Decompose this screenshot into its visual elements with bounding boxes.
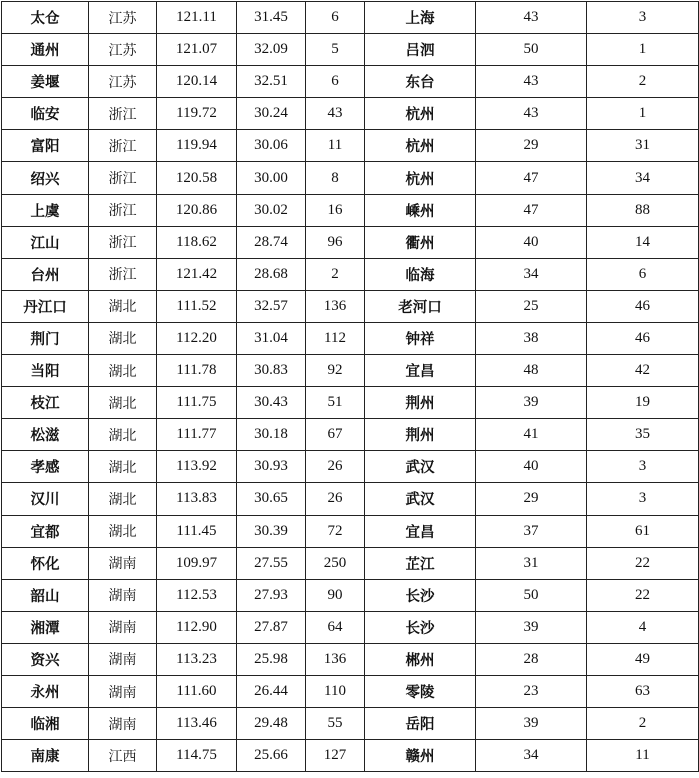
table-row (2, 675, 699, 707)
city-cell: 江山 (2, 226, 89, 258)
province-cell: 浙江 (89, 226, 157, 258)
reference-station-cell: 长沙 (365, 611, 476, 643)
reference-station-cell: 杭州 (365, 162, 476, 194)
table-row (2, 290, 699, 322)
elevation-cell: 96 (306, 226, 365, 258)
elevation-cell: 55 (306, 708, 365, 740)
table-row (2, 130, 699, 162)
table-row (2, 322, 699, 354)
city-cell: 汉川 (2, 483, 89, 515)
elevation-cell: 51 (306, 387, 365, 419)
latitude-cell: 28.74 (237, 226, 306, 258)
city-cell: 孝感 (2, 451, 89, 483)
latitude-cell: 30.06 (237, 130, 306, 162)
value2-cell: 14 (587, 226, 699, 258)
province-cell: 湖南 (89, 643, 157, 675)
longitude-cell: 111.52 (157, 290, 237, 322)
value2-cell: 3 (587, 483, 699, 515)
table-row (2, 611, 699, 643)
elevation-cell: 16 (306, 194, 365, 226)
value2-cell: 49 (587, 643, 699, 675)
longitude-cell: 120.86 (157, 194, 237, 226)
value1-cell: 50 (476, 34, 587, 66)
latitude-cell: 25.98 (237, 643, 306, 675)
province-cell: 湖北 (89, 419, 157, 451)
latitude-cell: 30.43 (237, 387, 306, 419)
reference-station-cell: 嵊州 (365, 194, 476, 226)
elevation-cell: 127 (306, 740, 365, 772)
value1-cell: 38 (476, 322, 587, 354)
value2-cell: 2 (587, 66, 699, 98)
reference-station-cell: 芷江 (365, 547, 476, 579)
value1-cell: 29 (476, 483, 587, 515)
city-cell: 宜都 (2, 515, 89, 547)
province-cell: 湖南 (89, 675, 157, 707)
elevation-cell: 8 (306, 162, 365, 194)
reference-station-cell: 衢州 (365, 226, 476, 258)
reference-station-cell: 武汉 (365, 483, 476, 515)
elevation-cell: 72 (306, 515, 365, 547)
value1-cell: 31 (476, 547, 587, 579)
province-cell: 湖北 (89, 515, 157, 547)
value2-cell: 42 (587, 355, 699, 387)
longitude-cell: 114.75 (157, 740, 237, 772)
value2-cell: 3 (587, 451, 699, 483)
longitude-cell: 119.94 (157, 130, 237, 162)
province-cell: 湖南 (89, 547, 157, 579)
table-row (2, 579, 699, 611)
province-cell: 浙江 (89, 194, 157, 226)
latitude-cell: 30.83 (237, 355, 306, 387)
province-cell: 浙江 (89, 258, 157, 290)
value2-cell: 2 (587, 708, 699, 740)
longitude-cell: 121.42 (157, 258, 237, 290)
table-row (2, 194, 699, 226)
latitude-cell: 30.24 (237, 98, 306, 130)
province-cell: 湖北 (89, 451, 157, 483)
city-cell: 姜堰 (2, 66, 89, 98)
latitude-cell: 27.55 (237, 547, 306, 579)
city-cell: 临安 (2, 98, 89, 130)
table-row (2, 708, 699, 740)
latitude-cell: 30.93 (237, 451, 306, 483)
latitude-cell: 25.66 (237, 740, 306, 772)
value1-cell: 34 (476, 740, 587, 772)
reference-station-cell: 赣州 (365, 740, 476, 772)
value1-cell: 37 (476, 515, 587, 547)
value1-cell: 39 (476, 387, 587, 419)
latitude-cell: 30.18 (237, 419, 306, 451)
longitude-cell: 113.83 (157, 483, 237, 515)
latitude-cell: 30.39 (237, 515, 306, 547)
value1-cell: 23 (476, 675, 587, 707)
reference-station-cell: 宜昌 (365, 515, 476, 547)
elevation-cell: 26 (306, 483, 365, 515)
table-row (2, 515, 699, 547)
table-row (2, 162, 699, 194)
city-cell: 荆门 (2, 322, 89, 354)
value2-cell: 61 (587, 515, 699, 547)
city-cell: 绍兴 (2, 162, 89, 194)
province-cell: 湖北 (89, 290, 157, 322)
longitude-cell: 118.62 (157, 226, 237, 258)
province-cell: 湖南 (89, 708, 157, 740)
elevation-cell: 92 (306, 355, 365, 387)
value1-cell: 39 (476, 611, 587, 643)
table-row (2, 2, 699, 34)
table-row (2, 258, 699, 290)
elevation-cell: 67 (306, 419, 365, 451)
latitude-cell: 27.87 (237, 611, 306, 643)
value2-cell: 19 (587, 387, 699, 419)
value1-cell: 25 (476, 290, 587, 322)
table-row (2, 226, 699, 258)
city-cell: 松滋 (2, 419, 89, 451)
reference-station-cell: 郴州 (365, 643, 476, 675)
value2-cell: 4 (587, 611, 699, 643)
value1-cell: 43 (476, 98, 587, 130)
province-cell: 浙江 (89, 98, 157, 130)
longitude-cell: 111.60 (157, 675, 237, 707)
table-row (2, 483, 699, 515)
province-cell: 湖北 (89, 322, 157, 354)
reference-station-cell: 吕泗 (365, 34, 476, 66)
latitude-cell: 32.51 (237, 66, 306, 98)
table-row (2, 387, 699, 419)
elevation-cell: 110 (306, 675, 365, 707)
reference-station-cell: 武汉 (365, 451, 476, 483)
latitude-cell: 28.68 (237, 258, 306, 290)
longitude-cell: 112.53 (157, 579, 237, 611)
city-cell: 上虞 (2, 194, 89, 226)
reference-station-cell: 杭州 (365, 98, 476, 130)
reference-station-cell: 杭州 (365, 130, 476, 162)
table-row (2, 547, 699, 579)
value2-cell: 3 (587, 2, 699, 34)
reference-station-cell: 荆州 (365, 419, 476, 451)
elevation-cell: 26 (306, 451, 365, 483)
reference-station-cell: 钟祥 (365, 322, 476, 354)
longitude-cell: 113.46 (157, 708, 237, 740)
value2-cell: 1 (587, 34, 699, 66)
table-row (2, 98, 699, 130)
city-cell: 南康 (2, 740, 89, 772)
province-cell: 浙江 (89, 130, 157, 162)
value1-cell: 43 (476, 66, 587, 98)
elevation-cell: 136 (306, 290, 365, 322)
value1-cell: 29 (476, 130, 587, 162)
value1-cell: 48 (476, 355, 587, 387)
city-cell: 临湘 (2, 708, 89, 740)
value2-cell: 46 (587, 290, 699, 322)
elevation-cell: 11 (306, 130, 365, 162)
value1-cell: 39 (476, 708, 587, 740)
data-table (1, 1, 699, 772)
longitude-cell: 111.75 (157, 387, 237, 419)
longitude-cell: 121.07 (157, 34, 237, 66)
city-cell: 丹江口 (2, 290, 89, 322)
province-cell: 湖北 (89, 355, 157, 387)
city-cell: 韶山 (2, 579, 89, 611)
value1-cell: 40 (476, 226, 587, 258)
elevation-cell: 43 (306, 98, 365, 130)
longitude-cell: 120.14 (157, 66, 237, 98)
elevation-cell: 6 (306, 2, 365, 34)
value1-cell: 34 (476, 258, 587, 290)
longitude-cell: 113.23 (157, 643, 237, 675)
value2-cell: 1 (587, 98, 699, 130)
city-cell: 湘潭 (2, 611, 89, 643)
longitude-cell: 111.77 (157, 419, 237, 451)
longitude-cell: 109.97 (157, 547, 237, 579)
city-cell: 资兴 (2, 643, 89, 675)
province-cell: 湖北 (89, 483, 157, 515)
city-cell: 当阳 (2, 355, 89, 387)
reference-station-cell: 临海 (365, 258, 476, 290)
value1-cell: 40 (476, 451, 587, 483)
province-cell: 湖南 (89, 579, 157, 611)
value1-cell: 41 (476, 419, 587, 451)
province-cell: 湖北 (89, 387, 157, 419)
latitude-cell: 30.02 (237, 194, 306, 226)
province-cell: 江西 (89, 740, 157, 772)
reference-station-cell: 东台 (365, 66, 476, 98)
elevation-cell: 250 (306, 547, 365, 579)
city-cell: 怀化 (2, 547, 89, 579)
elevation-cell: 5 (306, 34, 365, 66)
longitude-cell: 119.72 (157, 98, 237, 130)
city-cell: 太仓 (2, 2, 89, 34)
province-cell: 湖南 (89, 611, 157, 643)
value1-cell: 43 (476, 2, 587, 34)
reference-station-cell: 老河口 (365, 290, 476, 322)
table-body (2, 2, 699, 772)
latitude-cell: 31.45 (237, 2, 306, 34)
value2-cell: 88 (587, 194, 699, 226)
value2-cell: 22 (587, 547, 699, 579)
longitude-cell: 113.92 (157, 451, 237, 483)
value1-cell: 28 (476, 643, 587, 675)
table-row (2, 355, 699, 387)
value2-cell: 35 (587, 419, 699, 451)
value2-cell: 34 (587, 162, 699, 194)
value1-cell: 47 (476, 162, 587, 194)
latitude-cell: 32.09 (237, 34, 306, 66)
value2-cell: 22 (587, 579, 699, 611)
city-cell: 通州 (2, 34, 89, 66)
value2-cell: 6 (587, 258, 699, 290)
value2-cell: 63 (587, 675, 699, 707)
reference-station-cell: 荆州 (365, 387, 476, 419)
latitude-cell: 30.65 (237, 483, 306, 515)
longitude-cell: 121.11 (157, 2, 237, 34)
table-row (2, 419, 699, 451)
elevation-cell: 6 (306, 66, 365, 98)
reference-station-cell: 岳阳 (365, 708, 476, 740)
value2-cell: 31 (587, 130, 699, 162)
table-row (2, 643, 699, 675)
province-cell: 江苏 (89, 2, 157, 34)
longitude-cell: 120.58 (157, 162, 237, 194)
value2-cell: 46 (587, 322, 699, 354)
reference-station-cell: 宜昌 (365, 355, 476, 387)
table-row (2, 66, 699, 98)
elevation-cell: 112 (306, 322, 365, 354)
city-cell: 枝江 (2, 387, 89, 419)
elevation-cell: 64 (306, 611, 365, 643)
latitude-cell: 27.93 (237, 579, 306, 611)
reference-station-cell: 零陵 (365, 675, 476, 707)
elevation-cell: 90 (306, 579, 365, 611)
province-cell: 江苏 (89, 34, 157, 66)
reference-station-cell: 上海 (365, 2, 476, 34)
city-cell: 富阳 (2, 130, 89, 162)
latitude-cell: 26.44 (237, 675, 306, 707)
table-row (2, 740, 699, 772)
value2-cell: 11 (587, 740, 699, 772)
province-cell: 江苏 (89, 66, 157, 98)
latitude-cell: 30.00 (237, 162, 306, 194)
elevation-cell: 136 (306, 643, 365, 675)
value1-cell: 50 (476, 579, 587, 611)
latitude-cell: 32.57 (237, 290, 306, 322)
elevation-cell: 2 (306, 258, 365, 290)
city-cell: 台州 (2, 258, 89, 290)
latitude-cell: 31.04 (237, 322, 306, 354)
province-cell: 浙江 (89, 162, 157, 194)
table-row (2, 34, 699, 66)
latitude-cell: 29.48 (237, 708, 306, 740)
reference-station-cell: 长沙 (365, 579, 476, 611)
value1-cell: 47 (476, 194, 587, 226)
longitude-cell: 111.78 (157, 355, 237, 387)
longitude-cell: 111.45 (157, 515, 237, 547)
longitude-cell: 112.20 (157, 322, 237, 354)
table-row (2, 451, 699, 483)
city-cell: 永州 (2, 675, 89, 707)
longitude-cell: 112.90 (157, 611, 237, 643)
